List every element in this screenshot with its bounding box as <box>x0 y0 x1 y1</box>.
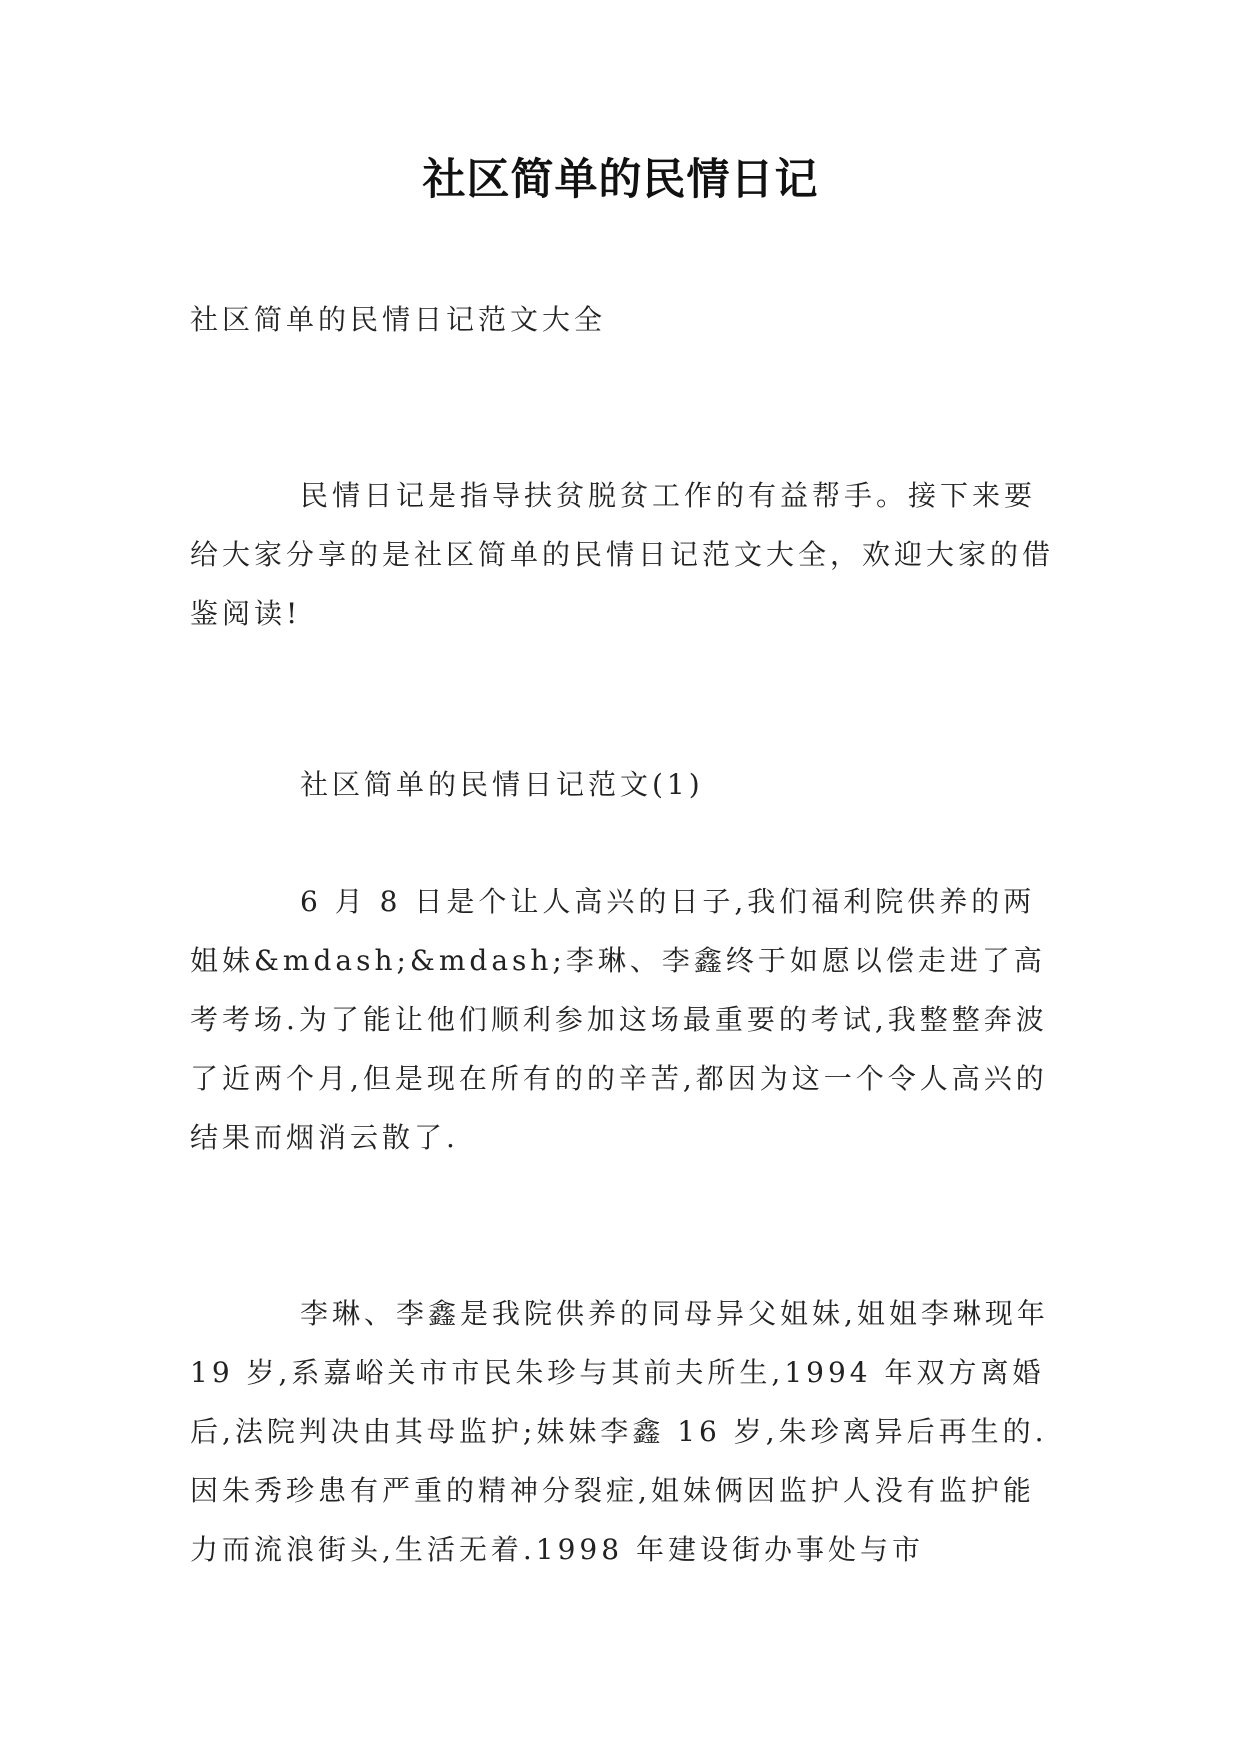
document-subtitle: 社区简单的民情日记范文大全 <box>190 303 607 336</box>
body-paragraph: 6 月 8 日是个让人高兴的日子,我们福利院供养的两姐妹&mdash;&mdash;李琳、李鑫终于如愿以偿走进了高考考场.为了能让他们顺利参加这场最重要的考试,我整整奔波了近两个月,但是现在所有的的辛苦,都因为这一个令人高兴的结果而烟消云散了. <box>190 885 1048 1154</box>
document-title: 社区简单的民情日记 <box>422 155 819 205</box>
section-heading: 社区简单的民情日记范文(1) <box>300 768 704 801</box>
body-paragraph: 李琳、李鑫是我院供养的同母异父姐妹,姐姐李琳现年 19 岁,系嘉峪关市市民朱珍与其前夫所生,1994 年双方离婚后,法院判决由其母监护;妹妹李鑫 16 岁,朱珍离异后再生的.因朱秀珍患有严重的精神分裂症,姐妹俩因监护人没有监护能力而流浪街头,生活无着.1998 年建设街办事处与市 <box>190 1297 1049 1566</box>
intro-paragraph: 民情日记是指导扶贫脱贫工作的有益帮手。接下来要给大家分享的是社区简单的民情日记范文大全，欢迎大家的借鉴阅读! <box>190 479 1055 630</box>
